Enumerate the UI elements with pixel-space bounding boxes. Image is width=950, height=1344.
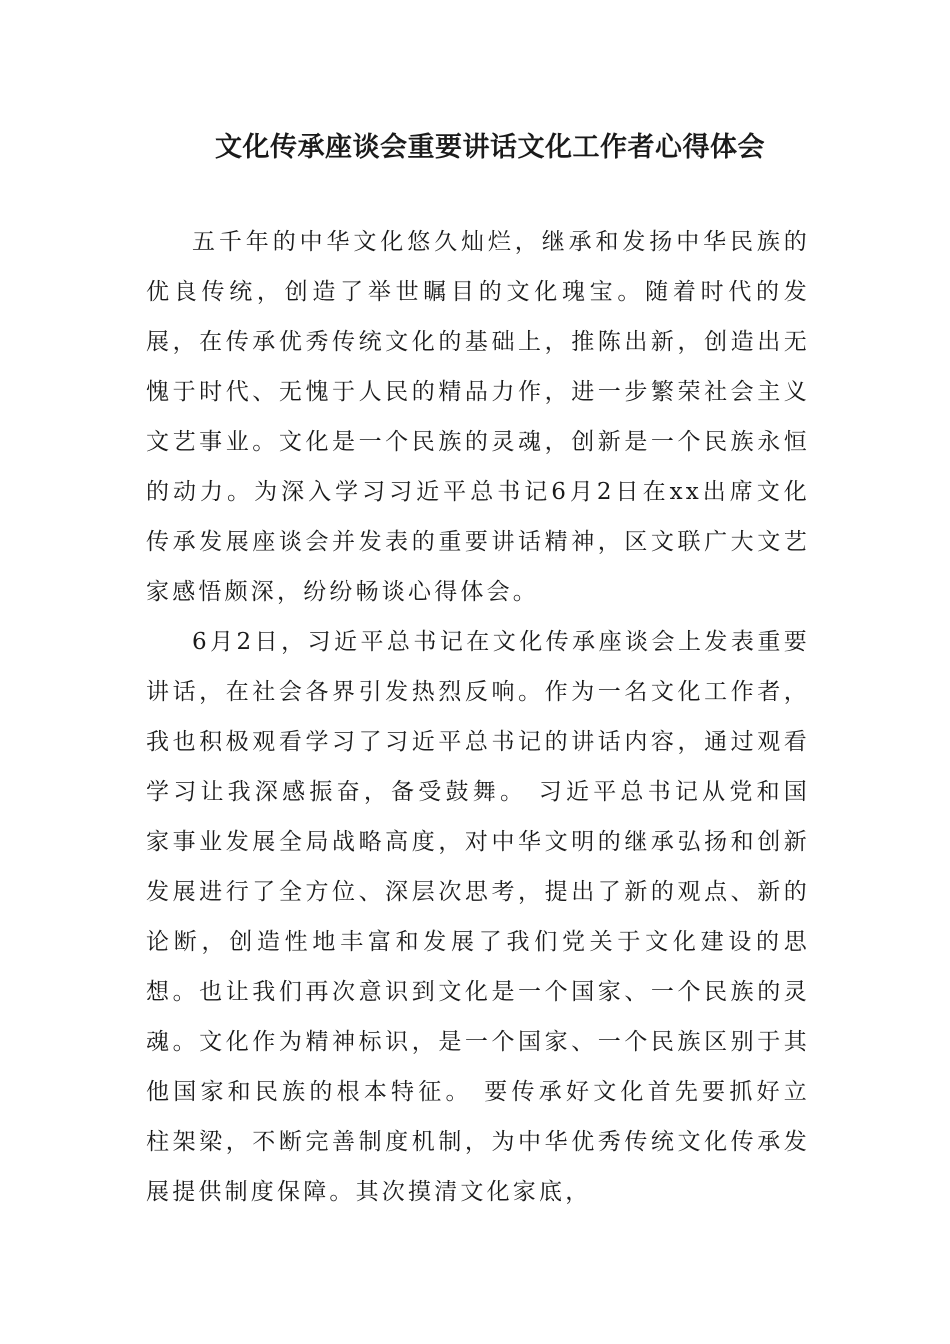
paragraph-1: 五千年的中华文化悠久灿烂，继承和发扬中华民族的优良传统，创造了举世瞩目的文化瑰宝。随着时代的发展，在传承优秀传统文化的基础上，推陈出新，创造出无愧于时代、无愧于人民的精品力作，进一步繁荣社会主义文艺事业。文化是一个民族的灵魂，创新是一个民族永恒的动力。为深入学习习近平总书记6月2日在xx出席文化传承发展座谈会并发表的重要讲话精神，区文联广大文艺家感悟颇深，纷纷畅谈心得体会。 (146, 229, 810, 605)
paragraph-2: 6月2日，习近平总书记在文化传承座谈会上发表重要讲话，在社会各界引发热烈反响。作为一名文化工作者，我也积极观看学习了习近平总书记的讲话内容，通过观看学习让我深感振奋，备受鼓舞。 习近平总书记从党和国家事业发展全局战略高度，对中华文明的继承弘扬和创新发展进行了全方位、深层次思考，提出了新的观点、新的论断，创造性地丰富和发展了我们党关于文化建设的思想。也让我们再次意识到文化是一个国家、一个民族的灵魂。文化作为精神标识，是一个国家、一个民族区别于其他国家和民族的根本特征。 要传承好文化首先要抓好立柱架梁，不断完善制度机制，为中华优秀传统文化传承发展提供制度保障。其次摸清文化家底， (146, 629, 810, 1205)
document-title: 文化传承座谈会重要讲话文化工作者心得体会 (215, 132, 765, 163)
document-body (146, 217, 810, 1217)
